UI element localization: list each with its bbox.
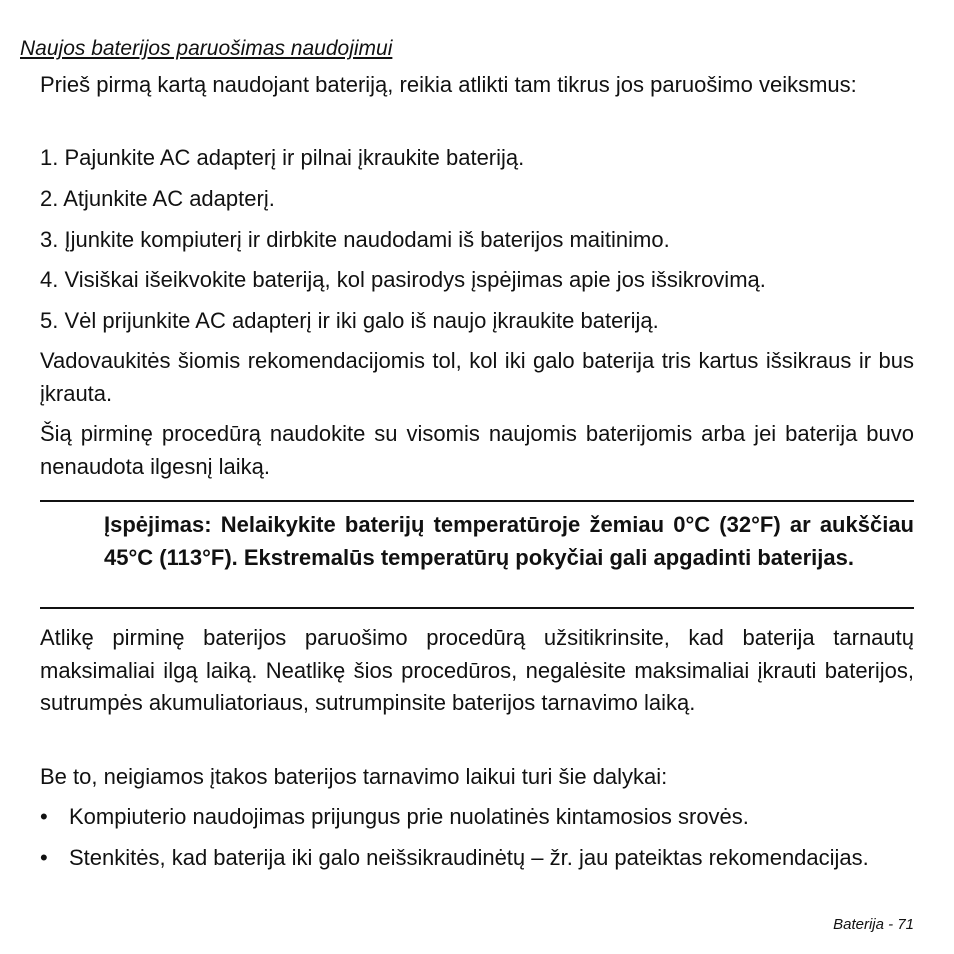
bullet-1-marker: •	[40, 804, 48, 829]
step-5: 5. Vėl prijunkite AC adapterį ir iki galo iš naujo įkraukite bateriją.	[40, 308, 659, 333]
step-1: 1. Pajunkite AC adapterį ir pilnai įkraukite bateriją.	[40, 145, 525, 170]
after-procedure-paragraph: Atlikę pirminę baterijos paruošimo procedūrą užsitikrinsite, kad baterija tarnautų maksimaliai ilgą laiką. Neatlikę šios procedūros, negalėsite maksimaliai įkrauti baterijos, sutrumpės akumuliatoriaus, sutrumpinsite baterijos tarnavimo laiką.	[40, 625, 914, 715]
section-title: Naujos baterijos paruošimas naudojimui	[20, 37, 393, 60]
bullet-1-text: Kompiuterio naudojimas prijungus prie nuolatinės kintamosios srovės.	[69, 804, 749, 829]
step-4: 4. Visiškai išeikvokite bateriją, kol pasirodys įspėjimas apie jos išsikrovimą.	[40, 267, 766, 292]
intro-paragraph: Prieš pirmą kartą naudojant bateriją, reikia atlikti tam tikrus jos paruošimo veiksmus:	[40, 72, 857, 97]
repeat-paragraph: Vadovaukitės šiomis rekomendacijomis tol, kol iki galo baterija tris kartus išsikraus ir bus įkrauta.	[40, 348, 914, 406]
warning-top-rule	[40, 500, 914, 502]
bullet-2-marker: •	[40, 845, 48, 870]
page-footer: Baterija - 71	[833, 916, 914, 933]
new-battery-paragraph: Šią pirminę procedūrą naudokite su visomis naujomis baterijomis arba jei baterija buvo nenaudota ilgesnį laiką.	[40, 421, 914, 479]
factors-paragraph: Be to, neigiamos įtakos baterijos tarnavimo laikui turi šie dalykai:	[40, 764, 668, 789]
step-2: 2. Atjunkite AC adapterį.	[40, 186, 275, 211]
step-3: 3. Įjunkite kompiuterį ir dirbkite naudodami iš baterijos maitinimo.	[40, 227, 670, 252]
warning-bottom-rule	[40, 607, 914, 609]
bullet-2-text: Stenkitės, kad baterija iki galo neišsikraudinėtų – žr. jau pateiktas rekomendacijas.	[69, 845, 869, 870]
warning-text: Įspėjimas: Nelaikykite baterijų temperatūroje žemiau 0°C (32°F) ar aukščiau 45°C (113°F). Ekstremalūs temperatūrų pokyčiai gali apgadinti baterijas.	[104, 512, 914, 570]
